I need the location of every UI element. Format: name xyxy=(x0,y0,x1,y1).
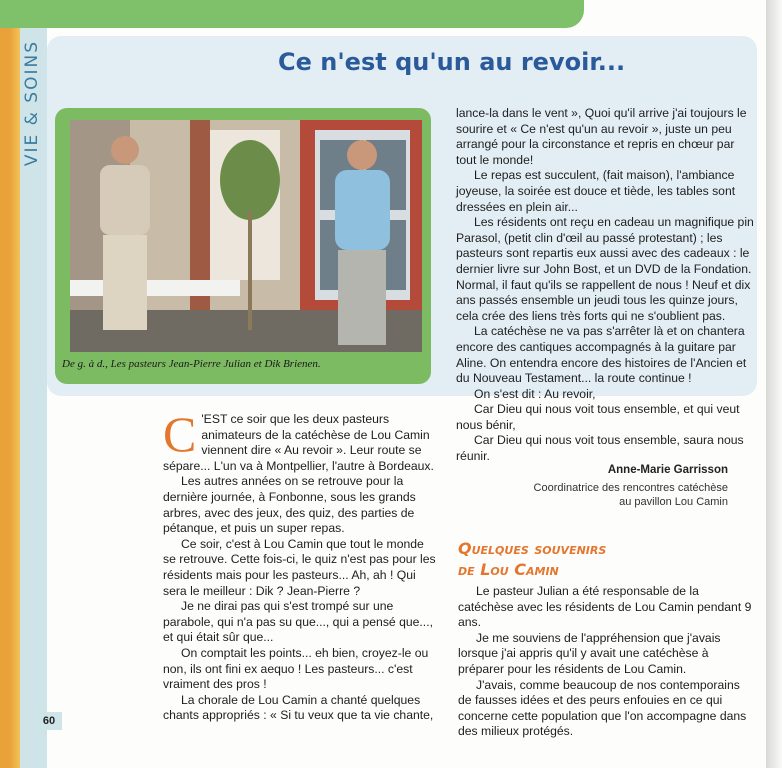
right-paragraph: Le repas est succulent, (fait maison), l'ambiance joyeuse, la soirée est douce et tiède, les tables sont dressées en plein air... xyxy=(456,168,736,214)
drop-cap: C xyxy=(163,406,197,462)
section-label: VIE & SOINS xyxy=(22,40,42,167)
article-right-column xyxy=(456,106,756,465)
right-paragraph: lance-la dans le vent », Quoi qu'il arrive j'ai toujours le sourire et « Ce n'est qu'un au revoir », juste un peu arrangé pour la circonstance et repris en chœur par tout le monde! xyxy=(456,106,747,167)
book-spine xyxy=(766,0,782,768)
sidebar-story-title-line: Quelques souvenirs xyxy=(458,539,607,558)
article-left-column xyxy=(163,406,436,724)
right-paragraph: La catéchèse ne va pas s'arrêter là et on chantera encore des cantiques accompagnés à la guitare par Aline. On entendra encore des histoires de l'Ancien et du Nouveau Testament... la route continue ! xyxy=(456,324,747,386)
sidebar-story-title xyxy=(458,538,748,580)
left-paragraph: Je ne dirai pas qui s'est trompé sur une parabole, qui n'a pas su que..., qui a pensé que..., et qui était sûr que... xyxy=(163,599,433,645)
pastors-photo-illustration xyxy=(70,120,422,352)
signature-role xyxy=(520,481,728,509)
header-color-band xyxy=(0,0,584,28)
right-paragraph: Car Dieu qui nous voit tous ensemble, saura nous réunir. xyxy=(456,433,744,464)
left-paragraph: Ce soir, c'est à Lou Camin que tout le monde se retrouve. Cette fois-ci, le quiz n'est pas pour les résidents mais pour les pasteurs... Ah, ah ! Qui sera le meilleur : Dik ? Jean-Pierre ? xyxy=(163,536,436,598)
signature-name: Anne-Marie Garrisson xyxy=(607,464,728,476)
left-paragraph: On comptait les points... eh bien, croyez-le ou non, ils ont fini ex aequo ! Les pasteurs... c'est vraiment des pros ! xyxy=(163,645,429,692)
sidebar-paragraph: Je me souviens de l'appréhension que j'avais lorsque j'ai appris qu'il y avait une catéchèse à préparer pour les résidents de Lou Camin. xyxy=(458,630,721,676)
sidebar-paragraph: J'avais, comme beaucoup de nos contemporains de fausses idées et des peurs enfouies en ce qui concerne cette population que l'on accompagne dans des milieux protégés. xyxy=(458,677,747,739)
article-title: Ce n'est qu'un au revoir... xyxy=(278,48,626,76)
sidebar-story-body xyxy=(458,584,756,740)
sidebar-paragraph: Le pasteur Julian a été responsable de la catéchèse avec les résidents de Lou Camin pendant 9 ans. xyxy=(458,584,752,630)
right-paragraph: Les résidents ont reçu en cadeau un magnifique pin Parasol, (petit clin d'œil au passé protestant) ; les pasteurs sont repartis eux aussi avec des cadeaux : le dernier livre sur John Bost, et un DVD de la Fondation. Normal, il faut qu'ils se rappellent de nous ! Neuf et dix ans passés ensemble un jeudi tous les quinze jours, cela crée des liens très forts qui ne s'oublient pas. xyxy=(456,215,754,323)
left-paragraph: Les autres années on se retrouve pour la dernière journée, à Fonbonne, sous les grands arbres, avec des jeux, des quiz, des parties de pétanque, et puis un super repas. xyxy=(163,474,416,536)
left-paragraph: 'EST ce soir que les deux pasteurs animateurs de la catéchèse de Lou Camin viennent dire « Au revoir ». Leur route se sépare... L'un va à Montpellier, l'autre à Bordeaux. xyxy=(163,412,434,473)
right-paragraph: Car Dieu qui nous voit tous ensemble, et qui veut nous bénir, xyxy=(456,402,740,432)
signature-role-line: au pavillon Lou Camin xyxy=(619,496,728,508)
left-color-band xyxy=(0,28,20,768)
sidebar-story-title-line: de Lou Camin xyxy=(458,560,559,579)
right-paragraph: On s'est dit : Au revoir, xyxy=(474,386,596,401)
left-paragraph: La chorale de Lou Camin a chanté quelques chants appropriés : « Si tu veux que ta vie chante, xyxy=(163,692,434,723)
signature-role-line: Coordinatrice des rencontres catéchèse xyxy=(533,482,728,494)
page-number: 60 xyxy=(36,712,62,730)
article-photo xyxy=(70,120,422,352)
photo-caption: De g. à d., Les pasteurs Jean-Pierre Julian et Dik Brienen. xyxy=(62,358,321,370)
